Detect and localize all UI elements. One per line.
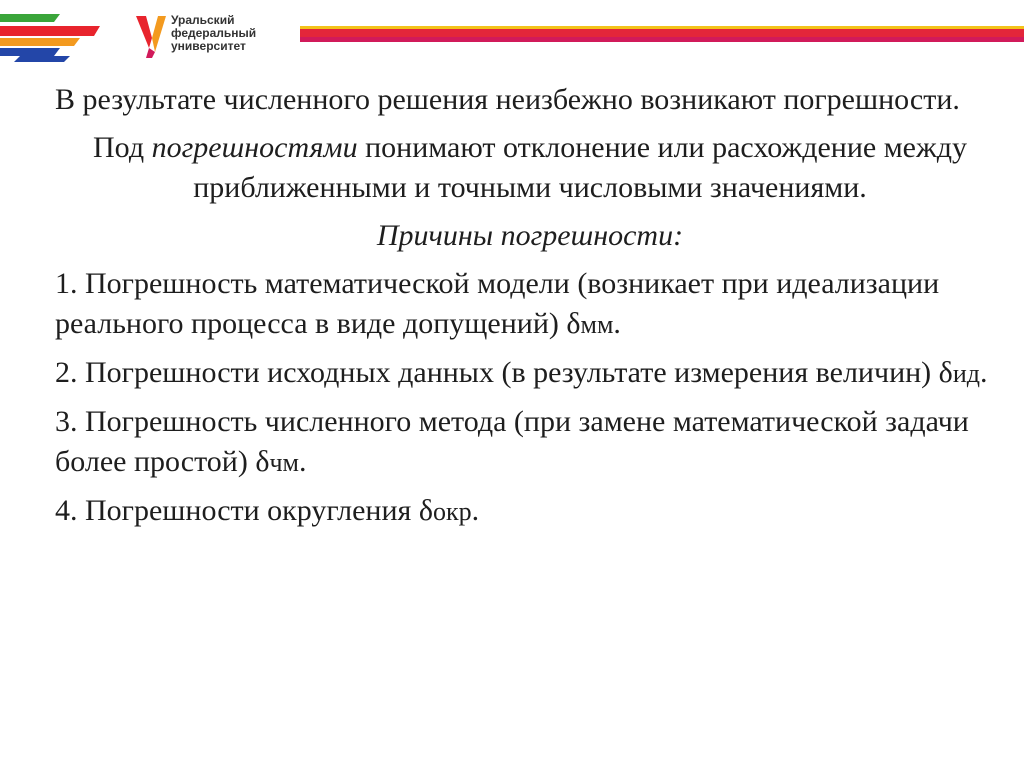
list-item-subscript: ид	[952, 359, 980, 388]
list-item	[55, 353, 1005, 394]
definition-before: Под	[93, 131, 152, 164]
list-item	[55, 264, 1005, 345]
list-item-text: 3. Погрешность численного метода (при замене математической задачи более простой) δ	[55, 405, 969, 478]
list-item-subscript: мм	[580, 310, 614, 339]
list-item-end: .	[613, 307, 621, 340]
list-item-subscript: чм	[269, 448, 300, 477]
list-item-end: .	[299, 445, 307, 478]
list-item-end: .	[471, 494, 480, 527]
logo-mark-icon	[136, 14, 166, 58]
decorative-band	[300, 26, 1024, 42]
definition-paragraph	[55, 128, 1005, 208]
logo-line: федеральный	[171, 26, 257, 40]
list-item-subscript: окр	[432, 497, 472, 526]
definition-after: понимают отклонение или расхождение между приближенными и точными числовыми значениями.	[193, 131, 967, 204]
logo-line: университет	[171, 39, 246, 53]
list-item-text: 4. Погрешности округления δ	[55, 494, 433, 527]
list-item-end: .	[979, 356, 988, 389]
list-item-text: 2. Погрешности исходных данных (в результате измерения величин) δ	[55, 356, 953, 389]
intro-paragraph: В результате численного решения неизбежно возникают погрешности.	[55, 83, 960, 116]
decorative-stripes	[0, 0, 120, 75]
logo-text	[171, 14, 256, 53]
slide-header	[0, 0, 1024, 75]
logo-line: Уральский	[171, 13, 235, 27]
list-item	[55, 491, 1005, 532]
university-logo	[136, 12, 316, 62]
list-item	[55, 402, 1005, 483]
list-item-text: 1. Погрешность математической модели (возникает при идеализации реального процесса в виде допущений) δ	[55, 267, 940, 340]
causes-title: Причины погрешности:	[376, 219, 684, 252]
slide-content	[55, 80, 1005, 540]
definition-term: погрешностями	[151, 131, 358, 164]
